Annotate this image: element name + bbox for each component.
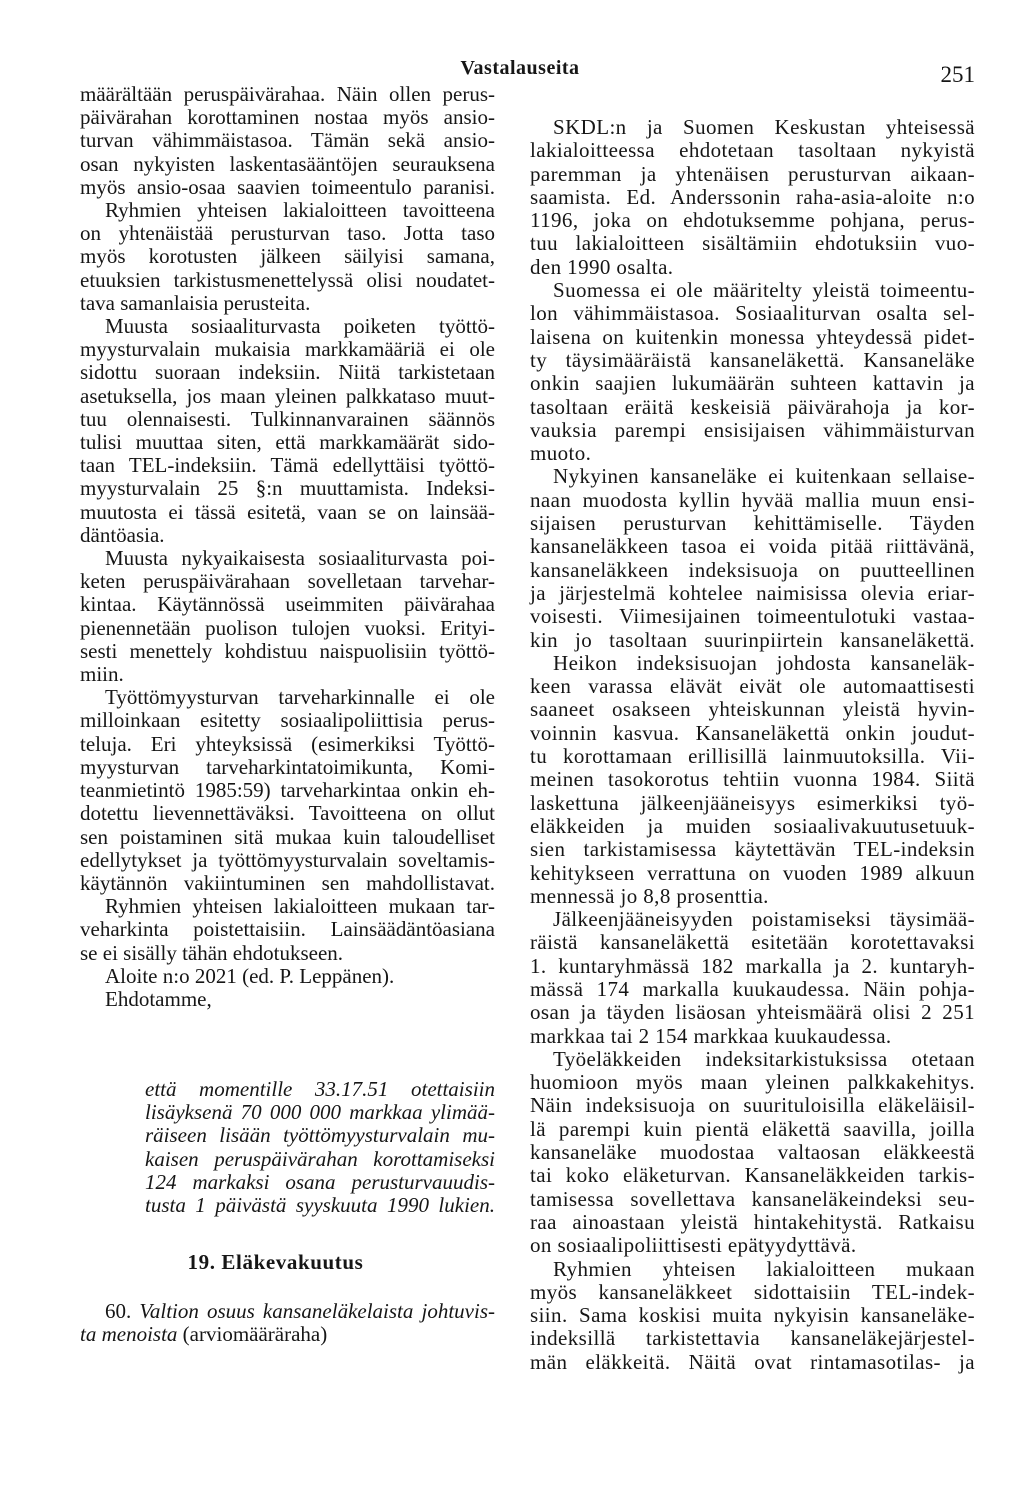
text-line: saaneet osakseen yhteiskunnan yleistä hyvin- [530, 697, 975, 722]
paragraph [80, 315, 495, 547]
proposal-line: 124 markaksi osana perusturvauudis- [145, 1169, 495, 1194]
text-line: vauksia parempi ensisijaisen vähimmäisturvan [530, 417, 975, 442]
text-line: eläkkeiden ja muiden sosiaalivakuutusetuuk- [530, 813, 975, 838]
text-line: laisena on kuitenkin monessa yhteydessä pidet- [530, 324, 975, 349]
text-line: lon vähimmäistasoa. Sosiaaliturvan osalta sel- [530, 301, 975, 326]
proposal-line: tusta 1 päivästä syyskuuta 1990 lukien. [145, 1193, 495, 1218]
text-line: tulisi muuttaa siten, että markkamäärät sido- [80, 430, 495, 455]
text-line: lakialoitteessa ehdotetaan tasoltaan nykyistä [530, 138, 975, 163]
text-line: asetuksella, jos maan yleinen palkkataso muut- [80, 383, 495, 408]
text-line: on yhtenäistää perusturvan taso. Jotta taso [80, 221, 495, 246]
text-line: onkin saajien lukumäärän suhteen kattavin ja [530, 371, 975, 396]
text-line: myös ansio-osaa saavien toimeentulo paranisi. [80, 174, 495, 199]
budget-item [80, 1300, 495, 1346]
paragraph [530, 116, 975, 279]
text-line: Muusta sosiaaliturvasta poiketen työttö- [105, 314, 495, 339]
text-line: kin jo tasoltaan suurinpiirtein kansaneläkettä. [530, 627, 975, 652]
text-line: saamista. Ed. Anderssonin raha-asia-aloite n:o [530, 184, 975, 209]
left-column [80, 83, 495, 1011]
text-line: miin. [80, 662, 124, 687]
text-line: SKDL:n ja Suomen Keskustan yhteisessä [553, 115, 975, 139]
text-line: den 1990 osalta. [530, 254, 674, 279]
paragraph [80, 199, 495, 315]
text-line: tasoltaan eräitä keskeisiä päivärahoja ja kor- [530, 394, 975, 419]
text-line: sen poistaminen sitä mukaa kuin taloudelliset [80, 824, 495, 849]
text-line: päivärahan korottaminen nostaa myös ansio- [80, 105, 495, 130]
text-line: myysturvalain 25 §:n muuttamista. Indeksi- [80, 476, 495, 501]
text-line: muutosta ei tässä esitetä, vaan se on lainsää- [80, 499, 495, 524]
text-line: myysturvan tarveharkintatoimikunta, Komi- [80, 754, 495, 779]
text-line: mennessä jo 8,8 prosenttia. [530, 883, 769, 908]
text-line: huomioon myös maan yleinen palkkakehitys. [530, 1070, 975, 1095]
text-line: Ryhmien yhteisen lakialoitteen mukaan tar- [105, 894, 495, 919]
text-line: Muusta nykyaikaisesta sosiaaliturvasta poi- [105, 546, 495, 571]
text-line: Ryhmien yhteisen lakialoitteen mukaan [553, 1256, 975, 1281]
text-line: tuu lakialoitteen sisältämiin ehdotuksiin vuo- [530, 231, 975, 256]
text-line: ty täysimääräistä kansaneläkettä. Kansaneläke [530, 347, 975, 372]
text-line: muoto. [530, 441, 592, 466]
item-title-part: ta menoista [80, 1322, 178, 1347]
text-line: Aloite n:o 2021 (ed. P. Leppänen). [105, 963, 395, 988]
text-line: sesti menettely kohdistuu naispuolisiin työttö- [80, 638, 495, 663]
proposal-line: lisäyksenä 70 000 000 markkaa ylimää- [145, 1100, 495, 1125]
paragraph [530, 279, 975, 465]
paragraph [530, 1048, 975, 1258]
paragraph [530, 465, 975, 651]
text-line: dotettu lievennettäväksi. Tavoitteena on ollut [80, 801, 495, 826]
text-line: naan muodosta kyllin hyvää mallia muun ensi- [530, 487, 975, 512]
text-line: sidottu suoraan indeksiin. Niitä tarkistetaan [80, 360, 495, 385]
text-line: voisesti. Viimesijainen toimeentulotuki vastaa- [530, 604, 975, 629]
text-line: kansaneläkkeen indeksisuoja on puutteellinen [530, 557, 975, 582]
paragraph [80, 686, 495, 895]
text-line: osan ja täyden lisäosan yhteismäärä olisi 2 251 [530, 1000, 975, 1025]
text-line: paremman ja yhtenäisen perusturvan aikaan- [530, 161, 975, 186]
text-line: Ryhmien yhteisen lakialoitteen tavoitteena [105, 198, 495, 223]
text-line: keen varassa elävät eivät ole automaattisesti [530, 674, 975, 699]
appropriation-type: (arviomääräraha) [182, 1322, 328, 1347]
right-column [530, 116, 975, 1374]
text-line: myös korotusten jälkeen säilyisi samana, [80, 244, 495, 269]
text-line: voinnin kasvua. Kansaneläkettä onkin joudut- [530, 720, 975, 745]
proposal-line: kaisen peruspäivärahan korottamiseksi [145, 1146, 495, 1171]
text-line: keten peruspäivärahaan sovelletaan tarvehar- [80, 569, 495, 594]
text-line: taan TEL-indeksiin. Tämä edellyttäisi työttö- [80, 453, 495, 478]
text-line: lä parempi kuin pientä eläkettä saavilla, joilla [530, 1116, 975, 1141]
text-line: markkaa tai 2 154 markkaa kuukaudessa. [530, 1023, 892, 1048]
text-line: Näin indeksisuoja on suurituloisilla eläkeläisil- [530, 1093, 975, 1118]
text-line: teluja. Eri yhteyksissä (esimerkiksi Työttö- [80, 731, 495, 756]
budget-item-line [80, 1323, 495, 1346]
paragraph [530, 652, 975, 908]
paragraph [80, 988, 495, 1011]
paragraph [80, 547, 495, 686]
text-line: laskettuna jälkeenjääneisyys esimerkiksi työ- [530, 790, 975, 815]
proposal-line: että momentille 33.17.51 otettaisiin [145, 1077, 495, 1101]
page-number: 251 [940, 62, 975, 87]
paragraph [530, 908, 975, 1048]
text-line: Suomessa ei ole määritelty yleistä toimeentu- [553, 278, 975, 303]
text-line: kintaa. Käytännössä useimmiten päivärahaa [80, 592, 495, 617]
text-line: indeksillä tarkistettavia kansaneläkejärjestel- [530, 1326, 975, 1351]
item-number: 60. [105, 1299, 132, 1323]
text-line: siin. Sama koskisi muita nykyisin kansaneläke- [530, 1303, 975, 1328]
text-line: 1. kuntaryhmässä 182 markalla ja 2. kuntaryh- [530, 953, 975, 978]
text-line: Nykyinen kansaneläke ei kuitenkaan sellaise- [553, 464, 975, 489]
text-line: mässä 174 markalla kuukaudessa. Näin pohja- [530, 976, 975, 1001]
text-line: pienennetään puolison tulojen vuoksi. Erityi- [80, 615, 495, 640]
text-line: veharkinta poistettaisiin. Lainsäädäntöasiana [80, 917, 495, 942]
text-line: milloinkaan esitetty sosiaalipoliittisia perus- [80, 708, 495, 733]
text-line: tamisessa sovellettava kansaneläkeindeksi seu- [530, 1186, 975, 1211]
text-line: raa ainoastaan yleistä hintakehitystä. Ratkaisu [530, 1209, 975, 1234]
text-line: kansaneläke muodostaa valtaosan eläkkeestä [530, 1140, 975, 1165]
text-line: däntöasia. [80, 522, 165, 547]
text-line: teanmietintö 1985:59) tarveharkintaa onkin eh- [80, 778, 495, 803]
text-line: meinen tasokorotus tehtiin vuonna 1984. Siitä [530, 767, 975, 792]
text-line: Jälkeenjääneisyyden poistamiseksi täysimää- [553, 907, 975, 932]
text-line: myös kansaneläkkeet sidottaisiin TEL-indek- [530, 1279, 975, 1304]
proposal-line: räiseen lisään työttömyysturvalain mu- [145, 1123, 495, 1148]
text-line: Ehdotamme, [105, 986, 212, 1011]
text-line: edellytykset ja työttömyysturvalain soveltamis- [80, 847, 495, 872]
text-line: tai koko eläketurvan. Kansaneläkkeiden tarkis- [530, 1163, 975, 1188]
text-line: tava samanlaisia perusteita. [80, 290, 311, 315]
text-line: on sosiaalipoliittisesti epätyydyttävä. [530, 1233, 857, 1258]
running-header: Vastalauseita [460, 57, 580, 79]
budget-item-line [80, 1300, 495, 1323]
section-heading: 19. Eläkevakuutus [187, 1250, 364, 1274]
text-line: käytännön vakiintuminen sen mahdollistavat. [80, 870, 495, 895]
text-line: määrältään peruspäivärahaa. Näin ollen perus- [80, 82, 495, 106]
text-line: ja järjestelmä kohtelee naimisissa olevia eriar- [530, 580, 975, 605]
text-line: se ei sisälly tähän ehdotukseen. [80, 940, 344, 965]
paragraph [80, 965, 495, 988]
text-line: osan nykyisten laskentasääntöjen seurauksena [80, 151, 495, 176]
paragraph [80, 83, 495, 199]
text-line: kansaneläkkeen tasoa ei voida pitää riittävänä, [530, 534, 975, 559]
proposal-block [145, 1078, 495, 1217]
text-line: Heikon indeksisuojan johdosta kansaneläk- [553, 650, 975, 675]
text-line: sien tarkistamisessa käytettävän TEL-indeksin [530, 837, 975, 862]
text-line: etuuksien tarkistusmenettelyssä olisi noudatet- [80, 267, 495, 292]
item-title-part: Valtion osuus kansaneläkelaista johtuvis- [139, 1299, 495, 1323]
text-line: män eläkkeitä. Näitä ovat rintamasotilas- ja [530, 1349, 975, 1374]
text-line: Työeläkkeiden indeksitarkistuksissa otetaan [553, 1046, 975, 1071]
text-line: myysturvalain mukaisia markkamääriä ei ole [80, 337, 495, 362]
text-line: turvan vähimmäistasoa. Tämän sekä ansio- [80, 128, 495, 153]
paragraph [80, 895, 495, 965]
text-line: Työttömyysturvan tarveharkinnalle ei ole [105, 685, 495, 710]
text-line: tu korottamaan erillisillä lainmuutoksilla. Vii- [530, 744, 975, 769]
text-line: sijaisen perusturvan kehittämiselle. Täyden [530, 511, 975, 536]
text-line: kehitykseen verrattuna on vuoden 1989 alkuun [530, 860, 975, 885]
text-line: räistä kansaneläkettä esitetään korotettavaksi [530, 930, 975, 955]
paragraph [530, 1258, 975, 1374]
text-line: tuu olennaisesti. Tulkinnanvarainen säännös [80, 406, 495, 431]
text-line: 1196, joka on ehdotuksemme pohjana, perus- [530, 208, 975, 233]
